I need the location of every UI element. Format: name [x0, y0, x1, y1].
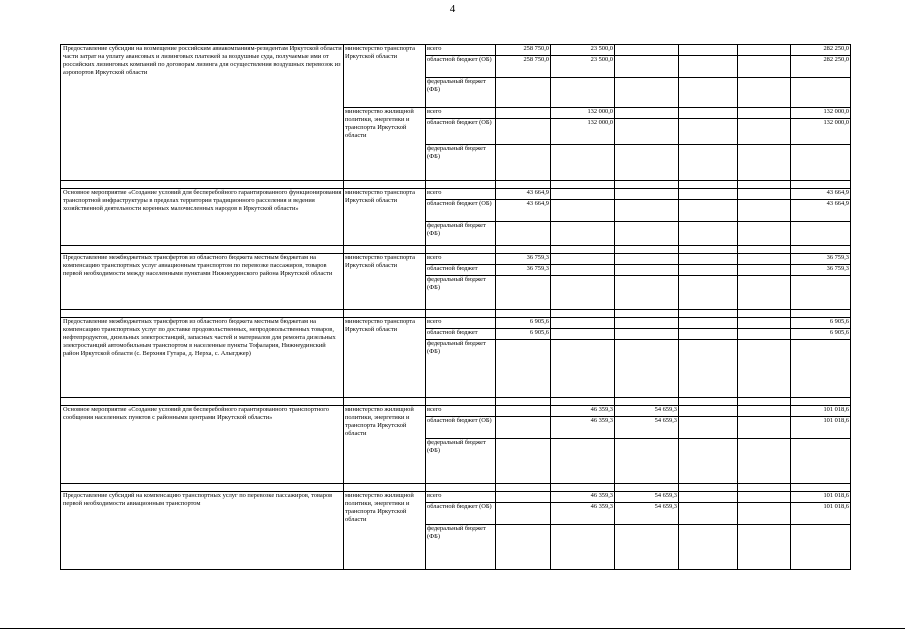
amount-cell: 43 664,9: [496, 189, 551, 200]
gap-cell: [61, 398, 344, 406]
amount-cell: [615, 340, 679, 398]
gap-cell: [551, 484, 615, 492]
amount-cell: 6 905,6: [496, 329, 551, 340]
amount-cell: [791, 276, 851, 310]
gap-cell: [551, 181, 615, 189]
amount-cell: 54 659,3: [615, 492, 679, 503]
amount-cell: [679, 145, 738, 181]
amount-cell: [615, 318, 679, 329]
amount-cell: 101 018,6: [791, 492, 851, 503]
amount-cell: [679, 276, 738, 310]
amount-cell: 6 905,6: [496, 318, 551, 329]
gap-cell: [496, 246, 551, 254]
amount-cell: 101 018,6: [791, 406, 851, 417]
gap-cell: [496, 398, 551, 406]
amount-cell: [738, 525, 791, 570]
amount-cell: [496, 406, 551, 417]
funding-source-cell: областной бюджет: [426, 329, 496, 340]
amount-cell: 132 000,0: [551, 108, 615, 119]
amount-cell: [615, 222, 679, 246]
gap-cell: [344, 484, 426, 492]
amount-cell: 258 750,0: [496, 56, 551, 78]
gap-cell: [426, 484, 496, 492]
amount-cell: [738, 406, 791, 417]
amount-cell: [496, 222, 551, 246]
gap-cell: [738, 246, 791, 254]
amount-cell: [679, 78, 738, 108]
amount-cell: [496, 78, 551, 108]
executor-cell: министерство жилищной политики, энергетики и транспорта Иркутской области: [344, 492, 426, 570]
amount-cell: [496, 503, 551, 525]
amount-cell: [496, 276, 551, 310]
funding-source-cell: всего: [426, 492, 496, 503]
gap-cell: [679, 181, 738, 189]
amount-cell: [738, 340, 791, 398]
amount-cell: [738, 108, 791, 119]
gap-cell: [426, 181, 496, 189]
funding-source-cell: всего: [426, 406, 496, 417]
amount-cell: [679, 265, 738, 276]
amount-cell: 36 759,3: [496, 265, 551, 276]
amount-cell: 36 759,3: [791, 254, 851, 265]
amount-cell: 36 759,3: [791, 265, 851, 276]
gap-cell: [344, 181, 426, 189]
amount-cell: 54 659,3: [615, 417, 679, 439]
amount-cell: [615, 78, 679, 108]
gap-cell: [426, 246, 496, 254]
table-row: [61, 492, 851, 503]
page-bottom-rule: [0, 628, 905, 629]
amount-cell: [551, 525, 615, 570]
funding-source-cell: областной бюджет (ОБ): [426, 503, 496, 525]
amount-cell: [615, 329, 679, 340]
amount-cell: [738, 145, 791, 181]
amount-cell: [738, 119, 791, 145]
funding-source-cell: областной бюджет (ОБ): [426, 417, 496, 439]
amount-cell: [738, 222, 791, 246]
gap-cell: [426, 310, 496, 318]
funding-source-cell: федеральный бюджет (ФБ): [426, 340, 496, 398]
amount-cell: 282 250,0: [791, 45, 851, 56]
amount-cell: [551, 439, 615, 484]
executor-cell: министерство транспорта Иркутской области: [344, 45, 426, 108]
amount-cell: [679, 329, 738, 340]
funding-source-cell: всего: [426, 254, 496, 265]
gap-cell: [615, 398, 679, 406]
amount-cell: [615, 525, 679, 570]
gap-cell: [344, 246, 426, 254]
amount-cell: 46 359,3: [551, 417, 615, 439]
amount-cell: [496, 492, 551, 503]
measure-description: Основное мероприятие «Создание условий для бесперебойного гарантированного функционирования транспортной инфраструктуры в пределах территории традиционного расселения и ведения хозяйственной деятельности коренных малочисленных народов в Иркутской области»: [61, 189, 344, 246]
gap-cell: [496, 484, 551, 492]
amount-cell: [679, 56, 738, 78]
amount-cell: [679, 222, 738, 246]
amount-cell: [496, 119, 551, 145]
gap-cell: [738, 484, 791, 492]
amount-cell: [738, 439, 791, 484]
amount-cell: [679, 492, 738, 503]
amount-cell: [791, 78, 851, 108]
table-row: [61, 45, 851, 56]
executor-cell: министерство транспорта Иркутской области: [344, 318, 426, 398]
gap-cell: [426, 398, 496, 406]
funding-source-cell: областной бюджет (ОБ): [426, 56, 496, 78]
amount-cell: [615, 145, 679, 181]
amount-cell: [615, 108, 679, 119]
gap-cell: [344, 310, 426, 318]
amount-cell: 43 664,9: [791, 189, 851, 200]
amount-cell: [738, 78, 791, 108]
funding-source-cell: федеральный бюджет (ФБ): [426, 439, 496, 484]
gap-cell: [61, 246, 344, 254]
amount-cell: [679, 340, 738, 398]
amount-cell: 46 359,3: [551, 406, 615, 417]
funding-source-cell: федеральный бюджет (ФБ): [426, 222, 496, 246]
amount-cell: [738, 200, 791, 222]
block-gap-row: [61, 246, 851, 254]
measure-description: Предоставление межбюджетных трансфертов из областного бюджета местным бюджетам на компенсацию транспортных услуг авиационным транспортом по перевозке пассажиров, товаров первой необходимости между населенными пунктами Нижнеудинского района Иркутской области: [61, 254, 344, 310]
executor-cell: министерство жилищной политики, энергетики и транспорта Иркутской области: [344, 108, 426, 181]
amount-cell: [738, 318, 791, 329]
amount-cell: 43 664,9: [496, 200, 551, 222]
amount-cell: 101 018,6: [791, 503, 851, 525]
gap-cell: [496, 181, 551, 189]
amount-cell: [679, 525, 738, 570]
amount-cell: 6 905,6: [791, 329, 851, 340]
amount-cell: [496, 439, 551, 484]
gap-cell: [791, 484, 851, 492]
amount-cell: [738, 189, 791, 200]
block-gap-row: [61, 181, 851, 189]
amount-cell: [791, 439, 851, 484]
amount-cell: [551, 340, 615, 398]
measure-description: Предоставление субсидий на компенсацию транспортных услуг по перевозке пассажиров, товаров первой необходимости авиационным транспортом: [61, 492, 344, 570]
budget-table: [60, 44, 851, 570]
amount-cell: 54 659,3: [615, 406, 679, 417]
funding-source-cell: федеральный бюджет (ФБ): [426, 145, 496, 181]
funding-source-cell: федеральный бюджет (ФБ): [426, 276, 496, 310]
gap-cell: [551, 398, 615, 406]
amount-cell: [551, 78, 615, 108]
amount-cell: [738, 417, 791, 439]
gap-cell: [344, 398, 426, 406]
amount-cell: [679, 503, 738, 525]
budget-table-container: [60, 44, 851, 570]
amount-cell: [615, 276, 679, 310]
amount-cell: 43 664,9: [791, 200, 851, 222]
gap-cell: [791, 310, 851, 318]
gap-cell: [679, 484, 738, 492]
amount-cell: [615, 200, 679, 222]
table-row: [61, 318, 851, 329]
funding-source-cell: всего: [426, 108, 496, 119]
amount-cell: [615, 45, 679, 56]
amount-cell: [679, 417, 738, 439]
funding-source-cell: областной бюджет (ОБ): [426, 200, 496, 222]
amount-cell: [791, 222, 851, 246]
amount-cell: 36 759,3: [496, 254, 551, 265]
amount-cell: [615, 254, 679, 265]
amount-cell: [496, 417, 551, 439]
amount-cell: [615, 265, 679, 276]
block-gap-row: [61, 484, 851, 492]
amount-cell: [738, 265, 791, 276]
funding-source-cell: всего: [426, 189, 496, 200]
amount-cell: [738, 503, 791, 525]
amount-cell: [496, 340, 551, 398]
gap-cell: [61, 181, 344, 189]
amount-cell: [551, 318, 615, 329]
gap-cell: [615, 484, 679, 492]
amount-cell: [551, 254, 615, 265]
gap-cell: [615, 181, 679, 189]
amount-cell: 46 359,3: [551, 503, 615, 525]
gap-cell: [615, 246, 679, 254]
gap-cell: [738, 310, 791, 318]
funding-source-cell: федеральный бюджет (ФБ): [426, 78, 496, 108]
amount-cell: [738, 254, 791, 265]
page-number: 4: [449, 3, 456, 15]
executor-cell: министерство жилищной политики, энергетики и транспорта Иркутской области: [344, 406, 426, 484]
amount-cell: 101 018,6: [791, 417, 851, 439]
amount-cell: [496, 108, 551, 119]
amount-cell: [679, 119, 738, 145]
gap-cell: [679, 398, 738, 406]
amount-cell: [679, 108, 738, 119]
amount-cell: [738, 492, 791, 503]
funding-source-cell: всего: [426, 318, 496, 329]
amount-cell: [791, 525, 851, 570]
amount-cell: [551, 200, 615, 222]
amount-cell: [615, 119, 679, 145]
amount-cell: [551, 265, 615, 276]
funding-source-cell: федеральный бюджет (ФБ): [426, 525, 496, 570]
table-row: [61, 406, 851, 417]
amount-cell: [615, 56, 679, 78]
gap-cell: [738, 398, 791, 406]
measure-description: Предоставление субсидии на возмещение российским авиакомпаниям-резидентам Иркутской области части затрат на уплату авансовых и лизинговых платежей за воздушные суда, получаемые ими от российских лизинговых компаний по договорам лизинга для осуществления воздушных перевозок из аэропортов Иркутской области: [61, 45, 344, 181]
amount-cell: 258 750,0: [496, 45, 551, 56]
amount-cell: 6 905,6: [791, 318, 851, 329]
block-gap-row: [61, 310, 851, 318]
gap-cell: [551, 310, 615, 318]
gap-cell: [738, 181, 791, 189]
amount-cell: [496, 145, 551, 181]
amount-cell: 132 000,0: [791, 119, 851, 145]
gap-cell: [791, 246, 851, 254]
executor-cell: министерство транспорта Иркутской области: [344, 254, 426, 310]
amount-cell: 46 359,3: [551, 492, 615, 503]
executor-cell: министерство транспорта Иркутской области: [344, 189, 426, 246]
amount-cell: [551, 276, 615, 310]
gap-cell: [791, 398, 851, 406]
gap-cell: [61, 310, 344, 318]
gap-cell: [679, 310, 738, 318]
funding-source-cell: областной бюджет (ОБ): [426, 119, 496, 145]
amount-cell: 54 659,3: [615, 503, 679, 525]
gap-cell: [551, 246, 615, 254]
amount-cell: [679, 200, 738, 222]
amount-cell: [679, 439, 738, 484]
amount-cell: [551, 145, 615, 181]
amount-cell: 282 250,0: [791, 56, 851, 78]
amount-cell: [791, 340, 851, 398]
amount-cell: [738, 56, 791, 78]
gap-cell: [61, 484, 344, 492]
amount-cell: [679, 318, 738, 329]
amount-cell: [615, 189, 679, 200]
funding-source-cell: областной бюджет: [426, 265, 496, 276]
amount-cell: [679, 254, 738, 265]
gap-cell: [791, 181, 851, 189]
amount-cell: [615, 439, 679, 484]
amount-cell: [791, 145, 851, 181]
table-row: [61, 254, 851, 265]
amount-cell: 23 500,0: [551, 56, 615, 78]
measure-description: Предоставление межбюджетных трансфертов из областного бюджета местным бюджетам на компенсацию транспортных услуг по доставке продовольственных, непродовольственных товаров, нефтепродуктов, дизельных электростанций, запасных частей и материалов для ремонта дизельных электростанций автомобильным транспортом в населенные пункты Тофалария, Нижнеудинский район Иркутской области (с. Верхняя Гутара, д. Нерха, с. Алыгджер): [61, 318, 344, 398]
gap-cell: [615, 310, 679, 318]
amount-cell: [551, 189, 615, 200]
amount-cell: [738, 329, 791, 340]
funding-source-cell: всего: [426, 45, 496, 56]
amount-cell: 132 000,0: [791, 108, 851, 119]
block-gap-row: [61, 398, 851, 406]
amount-cell: [679, 189, 738, 200]
amount-cell: [496, 525, 551, 570]
table-row: [61, 189, 851, 200]
amount-cell: [679, 45, 738, 56]
amount-cell: [679, 406, 738, 417]
gap-cell: [679, 246, 738, 254]
amount-cell: 23 500,0: [551, 45, 615, 56]
amount-cell: [738, 45, 791, 56]
amount-cell: [738, 276, 791, 310]
amount-cell: [551, 329, 615, 340]
amount-cell: 132 000,0: [551, 119, 615, 145]
amount-cell: [551, 222, 615, 246]
measure-description: Основное мероприятие «Создание условий для бесперебойного гарантированного транспортного сообщения населенных пунктов с районными центрами Иркутской области»: [61, 406, 344, 484]
gap-cell: [496, 310, 551, 318]
